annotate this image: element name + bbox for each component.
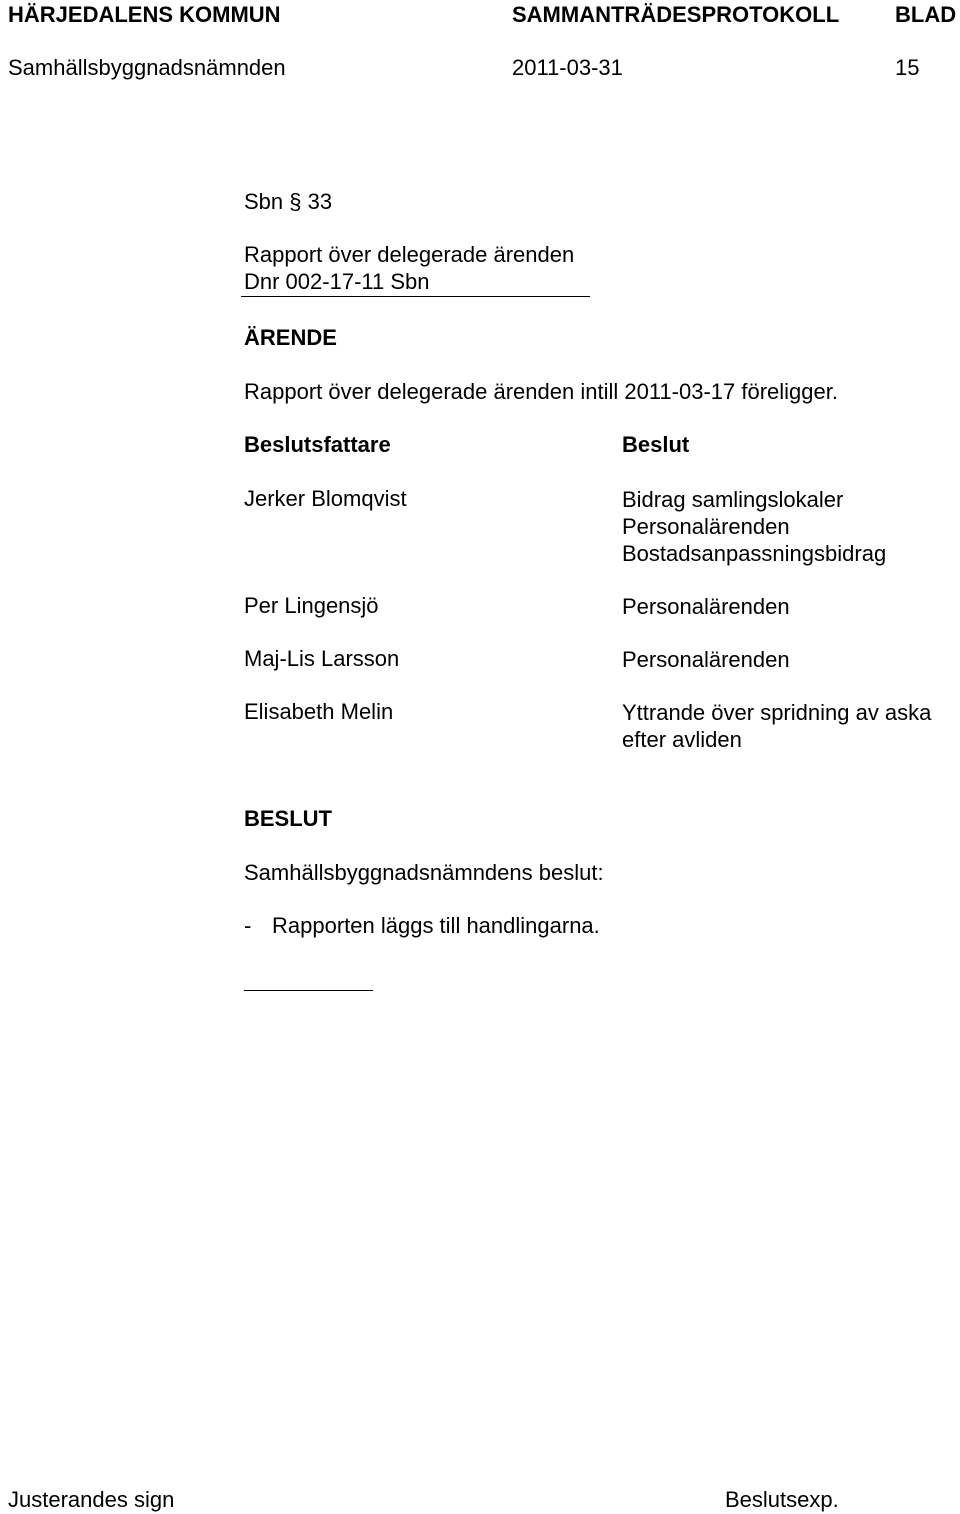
- decision-item: Bostadsanpassningsbidrag: [622, 541, 887, 566]
- beslut-item: [244, 913, 600, 939]
- organization-name: HÄRJEDALENS KOMMUN: [8, 2, 281, 27]
- page-number: 15: [895, 55, 920, 80]
- beslut-heading: BESLUT: [244, 806, 332, 831]
- arende-text: Rapport över delegerade ärenden intill 2011-03-17 föreligger.: [244, 379, 838, 404]
- decision-item: Personalärenden: [622, 514, 790, 539]
- decision-item: Yttrande över spridning av aska: [622, 700, 932, 725]
- bullet-dash: -: [244, 913, 252, 938]
- item-subject: Rapport över delegerade ärenden: [244, 242, 575, 267]
- decision-maker: Maj-Lis Larsson: [244, 646, 400, 671]
- decision-list: [622, 646, 790, 673]
- section-end-line: [244, 990, 373, 991]
- decision-item: Personalärenden: [622, 647, 790, 672]
- decision-maker: Jerker Blomqvist: [244, 486, 407, 511]
- column-header-decision: Beslut: [622, 432, 690, 457]
- decision-item: Personalärenden: [622, 594, 790, 619]
- decision-maker: Per Lingensjö: [244, 593, 379, 618]
- decision-item: Bidrag samlingslokaler: [622, 487, 844, 512]
- sheet-label: BLAD: [895, 2, 957, 27]
- footer-beslutsexp: Beslutsexp.: [725, 1487, 839, 1512]
- decision-list: [622, 593, 790, 620]
- decision-maker: Elisabeth Melin: [244, 699, 394, 724]
- footer-justerandes-sign: Justerandes sign: [8, 1487, 175, 1512]
- decision-list: [622, 699, 931, 753]
- reference-underline: [241, 296, 590, 297]
- item-reference: Dnr 002-17-11 Sbn: [244, 269, 430, 294]
- document-type: SAMMANTRÄDESPROTOKOLL: [512, 2, 840, 27]
- beslut-item-text: Rapporten läggs till handlingarna.: [272, 913, 600, 938]
- column-header-decision-maker: Beslutsfattare: [244, 432, 391, 457]
- beslut-text: Samhällsbyggnadsnämndens beslut:: [244, 860, 604, 885]
- arende-heading: ÄRENDE: [244, 325, 337, 350]
- decision-item: efter avliden: [622, 727, 742, 752]
- decision-list: [622, 486, 886, 567]
- item-number: Sbn § 33: [244, 189, 333, 214]
- board-name: Samhällsbyggnadsnämnden: [8, 55, 286, 80]
- meeting-date: 2011-03-31: [512, 55, 623, 80]
